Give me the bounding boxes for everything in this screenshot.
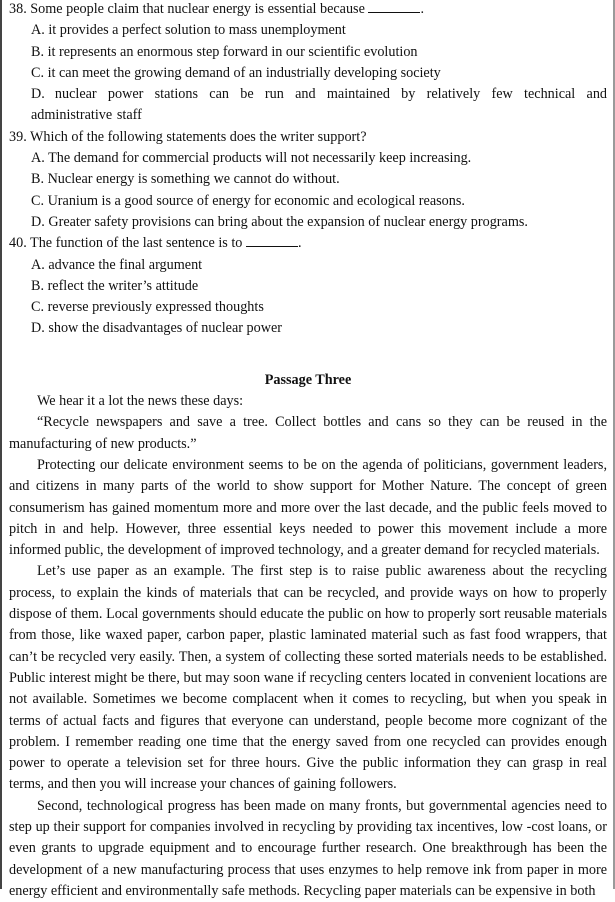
option-c: C. Uranium is a good source of energy for economic and ecological reasons. [31, 192, 465, 209]
question-38 [9, 0, 607, 127]
question-number: 39. [9, 128, 27, 145]
option-c: C. it can meet the growing demand of an industrially developing society [31, 64, 441, 81]
passage-paragraph: Second, technological progress has been made on many fronts, but governmental agencies need to step up their support for companies involved in recycling by providing tax incentives, low -cost loans, or even grants to upgrade equipment and to encourage further research. One breakthrough has been the development of a new manufacturing process that uses enzymes to help remove ink from paper in more energy efficient and environmentally safe methods. Recycling paper materials can be expensive in both [9, 797, 607, 899]
answer-blank [368, 0, 420, 13]
option-c: C. reverse previously expressed thoughts [31, 299, 264, 316]
question-number: 40. [9, 235, 27, 252]
option-b: B. it represents an enormous step forward in our scientific evolution [31, 43, 418, 60]
option-d: D. show the disadvantages of nuclear power [31, 320, 282, 337]
passage-paragraph: We hear it a lot the news these days: [37, 393, 244, 410]
question-text: Which of the following statements does the writer support? [30, 128, 367, 145]
option-d: D. Greater safety provisions can bring about the expansion of nuclear energy programs. [31, 213, 528, 230]
passage-paragraph: “Recycle newspapers and save a tree. Collect bottles and cans so they can be reused in the manufacturing of new products.” [9, 414, 607, 452]
section-spacer [9, 340, 607, 370]
question-stem: 40. The function of the last sentence is to . [9, 235, 302, 252]
question-40 [9, 233, 607, 339]
option-d: D. nuclear power stations can be run and maintained by relatively few technical and administrative staff [31, 86, 608, 124]
option-b: B. reflect the writer’s attitude [31, 277, 199, 294]
question-text: The function of the last sentence is to [30, 235, 243, 252]
question-number: 38. [9, 1, 27, 17]
passage-title: Passage Three [264, 371, 352, 388]
passage-three [9, 370, 607, 902]
question-text: Some people claim that nuclear energy is essential because [30, 1, 365, 17]
option-b: B. Nuclear energy is something we cannot do without. [31, 171, 340, 188]
option-a: A. it provides a perfect solution to mass unemployment [31, 22, 346, 39]
answer-blank [246, 234, 298, 247]
question-stem [9, 127, 607, 148]
option-a: A. The demand for commercial products will not necessarily keep increasing. [31, 150, 472, 167]
passage-paragraph: Protecting our delicate environment seems to be on the agenda of politicians, government leaders, and citizens in many parts of the world to show support for Mother Nature. The concept of green consumerism has gained momentum more and more over the last decade, and the public feels moved to pitch in and help. However, three essential keys needed to power this movement include a more informed public, the development of improved technology, and a greater demand for recycled materials. [9, 456, 607, 559]
passage-paragraph: Let’s use paper as an example. The first step is to raise public awareness about the recycling process, to explain the kinds of materials that can be recycled, and provide ways on how to properly dispose of them. Local governments should educate the public on how to properly sort reusable materials from those, like waxed paper, carbon paper, plastic laminated material such as fast food wrappers, that can’t be recycled very easily. Then, a system of collecting these sorted materials needs to be established. Public interest might be there, but may soon wane if recycling centers located in convenient locations are not available. Sometimes we become complacent when it comes to recycling, but when you speak in terms of actual facts and figures that everyone can understand, people become more cognizant of the problem. I remember reading one time that the energy saved from one recycled can provides enough power to operate a television set for three hours. Give the public information they can grasp in real terms, and then you will increase your chances of gaining followers. [9, 563, 607, 793]
question-39 [9, 127, 607, 233]
option-a: A. advance the final argument [31, 256, 203, 273]
question-stem: 38. Some people claim that nuclear energy is essential because . [9, 1, 424, 17]
